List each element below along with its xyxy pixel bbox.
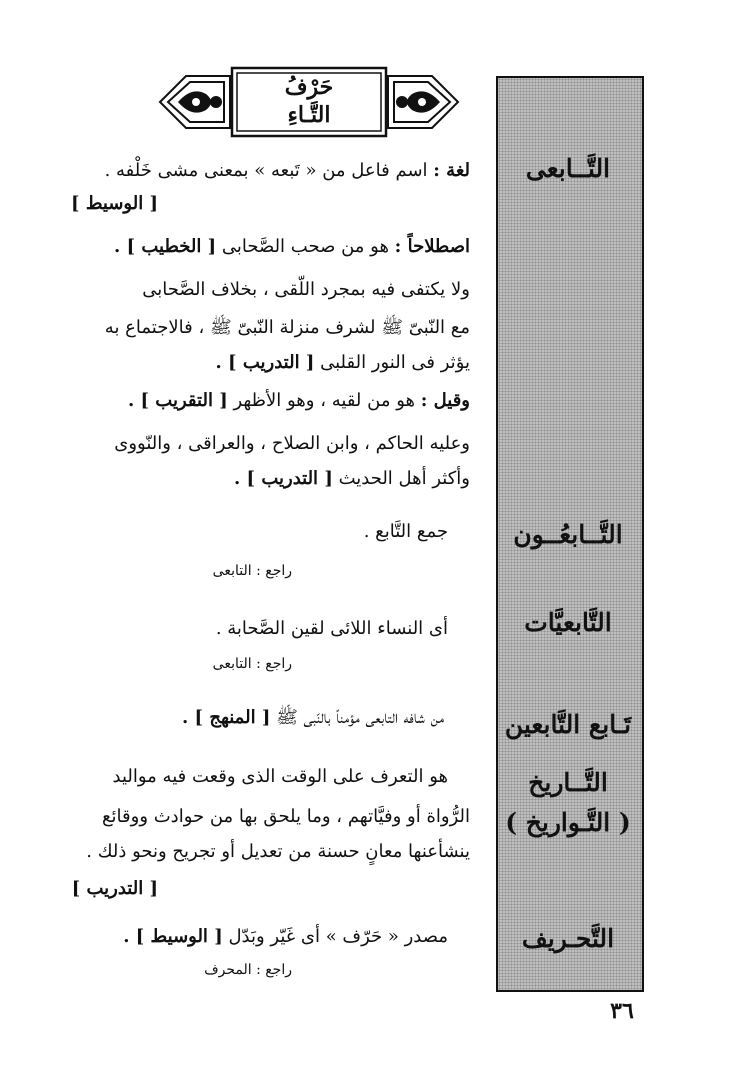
- ref-wasit: [ الوسيط ]: [71, 193, 158, 214]
- header-title-line2: التَّـاءِ: [287, 102, 331, 128]
- label-lugha: لغة :: [433, 160, 470, 181]
- entry-tabii-line3: ولا يكتفى فيه بمجرد اللّقى ، بخلاف الصَّحابى: [142, 279, 470, 300]
- entry-tabii-line6: [128, 390, 470, 411]
- text: اسم فاعل من « تَبعه » بمعنى مشى خَلْفه .: [104, 160, 434, 181]
- entry-tarikh-line2: الرُّواة أو وفيَّاتهم ، وما يلحق بها من حوادث ووقائع: [101, 806, 470, 827]
- entry-tabiun-text: جمع التَّابع .: [363, 521, 448, 542]
- term-tabi-tabiin: تَـابع التَّابعين: [504, 710, 632, 739]
- text: من شافه التابعى مؤمناً بالنّبى ﷺ: [270, 707, 444, 728]
- term-tahrif: التَّحـريف: [521, 924, 615, 953]
- entry-tabiyyat-see: راجع : التابعى: [212, 656, 292, 672]
- chapter-header: [156, 64, 462, 140]
- term-tawarikh: ( التَّـواريخ ): [505, 808, 631, 837]
- entry-tabiun-see: راجع : التابعى: [212, 563, 292, 579]
- header-title-line1: حَرْفُ: [284, 74, 334, 100]
- entry-tabi-tabiin-text: [182, 706, 444, 732]
- entry-tabii-line8: [234, 468, 470, 489]
- entry-tabii-line5: [216, 352, 470, 373]
- ref-tadrib: [ التدريب ] .: [215, 352, 315, 373]
- text: وأكثر أهل الحديث: [332, 468, 470, 489]
- entry-tabiyyat-text: أى النساء اللائى لقين الصَّحابة .: [215, 618, 448, 639]
- term-tarikh: التَّــاريخ: [528, 768, 608, 797]
- entry-tabii-line7: وعليه الحاكم ، وابن الصلاح ، والعراقى ، والنّووى: [114, 433, 470, 454]
- term-tabii: التَّــابعى: [525, 154, 611, 183]
- entry-tahrif-text: [123, 926, 448, 947]
- entry-tarikh-line3: ينشأعنها معانٍ حسنة من تعديل أو تجريح ونحو ذلك .: [86, 841, 470, 862]
- label-qila: وقيل :: [420, 390, 470, 411]
- entry-tabii-line4: مع النّبىّ ﷺ لشرف منزلة النّبىّ ﷺ ، فالاجتماع به: [104, 317, 470, 338]
- terms-sidebar: [496, 76, 644, 992]
- ref-tadrib: [ التدريب ]: [71, 878, 158, 899]
- ref-khatib: [ الخطيب ] .: [114, 236, 217, 257]
- text: يؤثر فى النور القلبى: [314, 352, 470, 373]
- ref-wasit: [ الوسيط ] .: [123, 926, 223, 947]
- ref-manhaj: [ المنهج ] .: [182, 707, 271, 728]
- ref-taqrib: [ التقريب ] .: [127, 390, 228, 411]
- label-istilahan: اصطلاحاً :: [394, 236, 470, 257]
- term-tabiun: التَّــابعُــون: [513, 520, 623, 549]
- term-tabiyyat: التَّابعيَّات: [524, 608, 612, 637]
- entry-tabii-line1: [105, 160, 470, 181]
- page-number: ٣٦: [610, 998, 634, 1024]
- text: هو من لقيه ، وهو الأظهر: [227, 390, 421, 411]
- text: مصدر « حَرّف » أى غَيّر وبَدّل: [222, 926, 448, 947]
- entry-tahrif-see: راجع : المحرف: [204, 962, 292, 978]
- entry-tabii-line2: [114, 236, 470, 257]
- text: هو من صحب الصَّحابى: [216, 236, 395, 257]
- ref-tadrib: [ التدريب ] .: [234, 468, 333, 489]
- entry-tarikh-line1: هو التعرف على الوقت الذى وقعت فيه مواليد: [112, 766, 448, 787]
